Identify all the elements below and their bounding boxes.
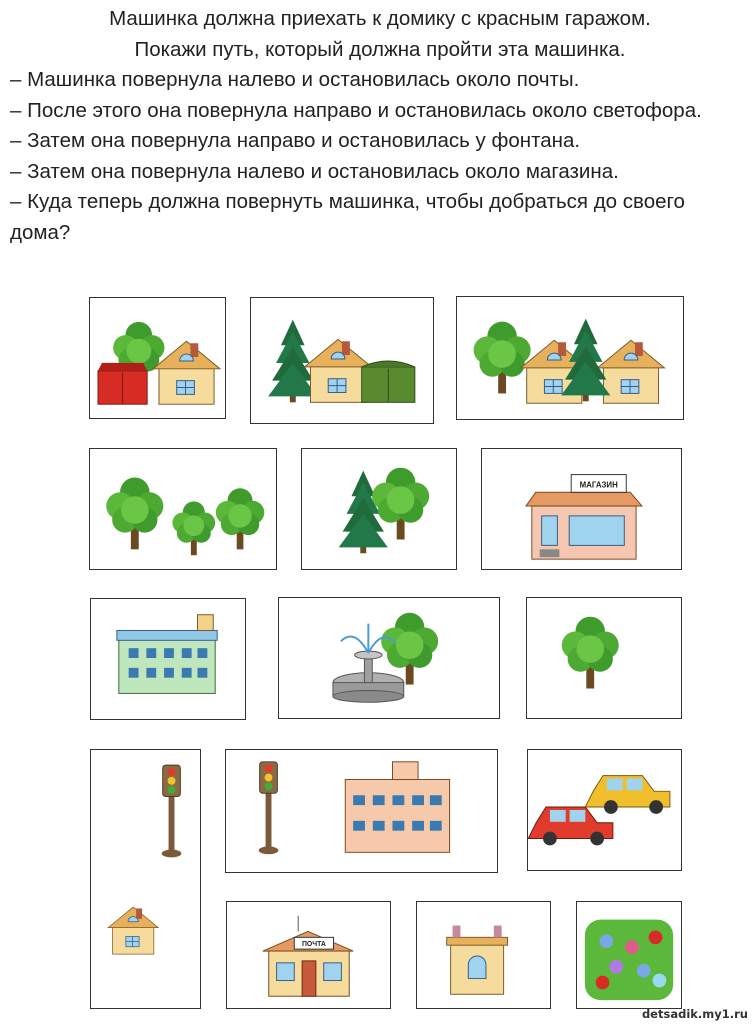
task-step-5: – Куда теперь должна повернуть машинка, чтобы добраться до своего дома? bbox=[10, 190, 685, 244]
tile-pine-and-tree[interactable] bbox=[301, 448, 457, 570]
cars-icon bbox=[528, 750, 681, 870]
tile-three-trees[interactable] bbox=[89, 448, 277, 570]
tile-red-garage-house[interactable] bbox=[89, 297, 226, 419]
apartment-building-icon bbox=[91, 599, 245, 719]
three-trees-icon bbox=[90, 449, 276, 569]
yellow-car-icon bbox=[585, 776, 670, 814]
tile-two-cars[interactable] bbox=[527, 749, 682, 871]
traffic-light-icon bbox=[91, 750, 200, 1008]
tile-flowers[interactable] bbox=[576, 901, 682, 1009]
task-text bbox=[10, 4, 750, 248]
flowers-icon bbox=[577, 902, 681, 1008]
small-building-icon bbox=[417, 902, 550, 1008]
red-car-icon bbox=[528, 807, 613, 845]
traffic-light-building-icon bbox=[226, 750, 497, 872]
single-tree-icon bbox=[527, 598, 681, 718]
tile-pine-house-green-garage[interactable] bbox=[250, 297, 434, 424]
red-garage-house-icon bbox=[90, 298, 225, 418]
tile-traffic-light-building[interactable] bbox=[225, 749, 498, 873]
post-sign: ПОЧТА bbox=[301, 941, 326, 949]
tile-apartment-building[interactable] bbox=[90, 598, 246, 720]
task-step-3: – Затем она повернула направо и остановилась у фонтана. bbox=[10, 129, 581, 152]
shop-icon bbox=[482, 449, 681, 569]
fountain-icon bbox=[279, 598, 499, 718]
task-step-2: – После этого она повернула направо и остановилась около светофора. bbox=[10, 98, 702, 122]
task-step-1: – Машинка повернула налево и остановилась около почты. bbox=[10, 68, 580, 91]
tree-houses-pine-icon bbox=[457, 297, 683, 419]
tile-small-building[interactable] bbox=[416, 901, 551, 1009]
pine-house-garage-icon bbox=[251, 298, 433, 423]
tile-shop[interactable] bbox=[481, 448, 682, 570]
shop-sign: МАГАЗИН bbox=[579, 480, 618, 490]
watermark: detsadik.my1.ru bbox=[641, 1007, 748, 1021]
tile-fountain[interactable] bbox=[278, 597, 500, 719]
tile-traffic-light-left[interactable] bbox=[90, 749, 201, 1009]
tile-single-tree[interactable] bbox=[526, 597, 682, 719]
task-title-line2: Покажи путь, который должна пройти эта машинка. bbox=[134, 37, 626, 61]
task-step-4: – Затем она повернула налево и остановилась около магазина. bbox=[10, 159, 619, 183]
tile-tree-houses-pine[interactable] bbox=[456, 296, 684, 420]
pine-and-tree-icon bbox=[302, 449, 456, 569]
post-office-icon bbox=[227, 902, 390, 1008]
task-title-line1: Машинка должна приехать к домику с красным гаражом. bbox=[109, 7, 651, 30]
tile-post-office[interactable] bbox=[226, 901, 391, 1009]
